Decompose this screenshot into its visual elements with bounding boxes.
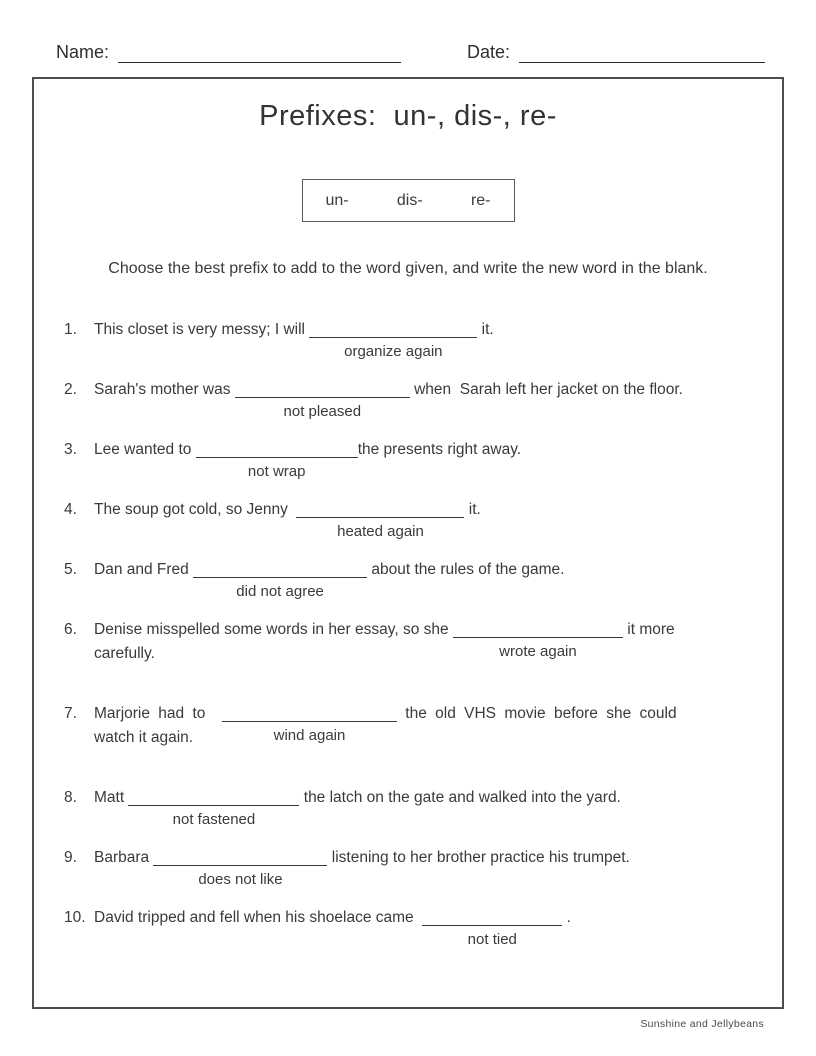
question-number: 1. xyxy=(64,321,77,338)
question-text: Matt xyxy=(94,789,129,806)
footer xyxy=(0,1009,816,1030)
question-text: This closet is very messy; I will xyxy=(94,321,310,338)
hint-word: not wrap xyxy=(247,463,306,480)
answer-blank[interactable] xyxy=(193,562,367,600)
question-text: Sarah's mother was xyxy=(94,381,235,398)
header-row xyxy=(0,0,816,63)
question-body xyxy=(94,786,752,828)
question-row xyxy=(64,378,752,420)
name-write-line[interactable] xyxy=(118,47,401,63)
answer-blank[interactable] xyxy=(153,850,327,888)
date-label: Date: xyxy=(467,42,511,62)
question-number: 5. xyxy=(64,561,77,578)
question-number: 9. xyxy=(64,849,77,866)
question-text: . xyxy=(562,909,571,926)
answer-blank[interactable] xyxy=(453,622,623,660)
question-text: Dan and Fred xyxy=(94,561,194,578)
answer-blank[interactable] xyxy=(128,790,299,828)
question-body xyxy=(94,318,752,360)
question-text: The soup got cold, so Jenny xyxy=(94,501,297,518)
answer-blank[interactable] xyxy=(296,502,464,540)
question-number: 2. xyxy=(64,381,77,398)
answer-blank[interactable] xyxy=(235,382,410,420)
answer-blank[interactable] xyxy=(422,910,562,948)
question-body xyxy=(94,906,752,948)
hint-word: does not like xyxy=(198,871,283,888)
hint-word: not tied xyxy=(467,931,517,948)
question-row xyxy=(64,702,752,750)
question-row xyxy=(64,498,752,540)
question-text: carefully. xyxy=(94,645,155,662)
question-row xyxy=(64,438,752,480)
question-body xyxy=(94,702,752,750)
question-number: 6. xyxy=(64,621,77,638)
question-text: listening to her brother practice his trumpet. xyxy=(327,849,630,866)
hint-word: wind again xyxy=(273,727,346,744)
question-text: it. xyxy=(477,321,494,338)
question-body xyxy=(94,618,752,666)
question-number: 7. xyxy=(64,705,77,722)
name-label: Name: xyxy=(56,42,110,62)
question-text: it. xyxy=(464,501,481,518)
question-text: Barbara xyxy=(94,849,154,866)
question-row xyxy=(64,906,752,948)
prefix-option: dis- xyxy=(396,191,423,209)
question-text: the old VHS movie before she could xyxy=(397,705,677,722)
questions xyxy=(64,318,752,948)
prefix-option: re- xyxy=(470,191,491,209)
hint-word: did not agree xyxy=(236,583,324,600)
date-write-line[interactable] xyxy=(519,47,765,63)
date-field-group xyxy=(467,42,765,63)
instruction-text: Choose the best prefix to add to the word given, and write the new word in the blank. xyxy=(108,260,708,277)
question-row xyxy=(64,318,752,360)
question-text: the presents right away. xyxy=(357,441,522,458)
hint-word: organize again xyxy=(344,343,443,360)
prefix-option: un- xyxy=(325,191,349,209)
prefix-word-bank xyxy=(302,179,515,222)
question-text: the latch on the gate and walked into the yard. xyxy=(299,789,621,806)
question-body xyxy=(94,558,752,600)
question-number: 4. xyxy=(64,501,77,518)
question-text: Lee wanted to xyxy=(94,441,196,458)
question-row xyxy=(64,558,752,600)
worksheet-border-box xyxy=(32,77,784,1009)
worksheet-title: Prefixes: un-, dis-, re- xyxy=(259,100,557,132)
question-text: David tripped and fell when his shoelace came xyxy=(94,909,423,926)
question-body xyxy=(94,498,752,540)
hint-word: heated again xyxy=(337,523,424,540)
question-number: 10. xyxy=(64,909,86,926)
hint-word: not fastened xyxy=(172,811,256,828)
question-body xyxy=(94,378,752,420)
question-text: about the rules of the game. xyxy=(367,561,565,578)
answer-blank[interactable] xyxy=(309,322,477,360)
question-text: when Sarah left her jacket on the floor. xyxy=(409,381,683,398)
hint-word: not pleased xyxy=(283,403,362,420)
question-row xyxy=(64,846,752,888)
question-number: 8. xyxy=(64,789,77,806)
credit-text: Sunshine and Jellybeans xyxy=(640,1018,764,1030)
hint-word: wrote again xyxy=(499,643,577,660)
question-body xyxy=(94,846,752,888)
question-row xyxy=(64,618,752,666)
question-body xyxy=(94,438,752,480)
question-row xyxy=(64,786,752,828)
question-number: 3. xyxy=(64,441,77,458)
name-field-group xyxy=(56,42,401,63)
answer-blank[interactable] xyxy=(222,706,397,744)
question-text: it more xyxy=(622,621,675,638)
question-text: Denise misspelled some words in her essay, so she xyxy=(94,621,453,638)
question-text: watch it again. xyxy=(94,729,194,746)
answer-blank[interactable] xyxy=(196,442,358,480)
question-text: Marjorie had to xyxy=(94,705,222,722)
